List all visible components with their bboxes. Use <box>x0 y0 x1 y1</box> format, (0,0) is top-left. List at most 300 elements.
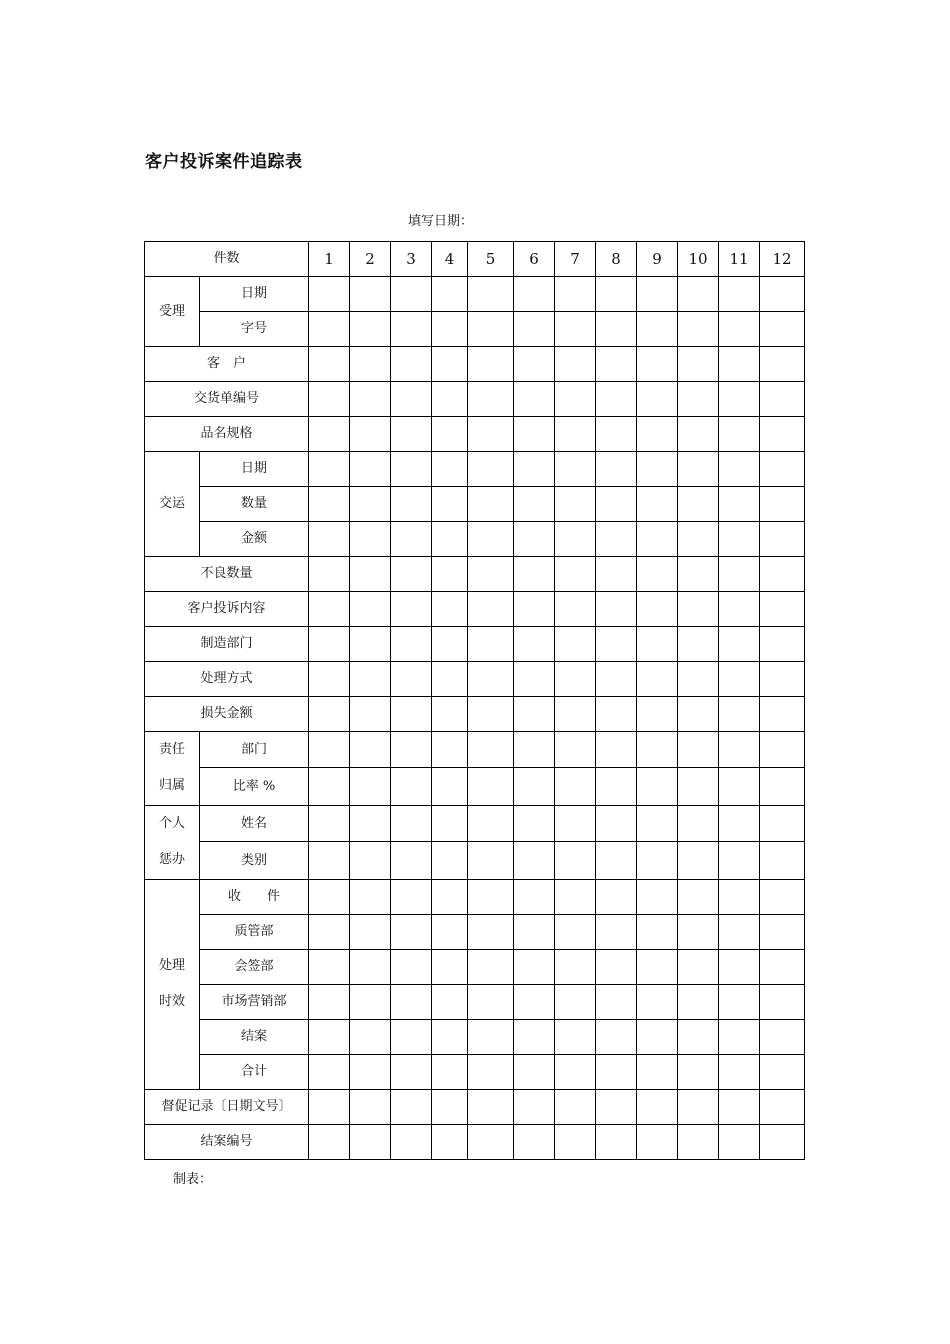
time-qc-cell-6[interactable] <box>514 914 555 949</box>
accept-date-cell-11[interactable] <box>719 277 760 312</box>
handling-method-cell-1[interactable] <box>309 662 350 697</box>
reminder-record-cell-10[interactable] <box>678 1089 719 1124</box>
accept-date-cell-4[interactable] <box>432 277 468 312</box>
resp-dept-cell-11[interactable] <box>719 732 760 768</box>
reminder-record-cell-12[interactable] <box>760 1089 805 1124</box>
customer-cell-10[interactable] <box>678 347 719 382</box>
product-spec-cell-10[interactable] <box>678 417 719 452</box>
time-marketing-cell-4[interactable] <box>432 984 468 1019</box>
customer-cell-8[interactable] <box>596 347 637 382</box>
loss-amount-cell-5[interactable] <box>468 697 514 732</box>
mfg-dept-cell-6[interactable] <box>514 627 555 662</box>
time-qc-cell-3[interactable] <box>391 914 432 949</box>
resp-ratio-cell-9[interactable] <box>637 767 678 805</box>
time-receive-cell-2[interactable] <box>350 879 391 914</box>
time-receive-cell-4[interactable] <box>432 879 468 914</box>
accept-ref-no-cell-11[interactable] <box>719 312 760 347</box>
time-total-cell-2[interactable] <box>350 1054 391 1089</box>
time-marketing-cell-6[interactable] <box>514 984 555 1019</box>
punish-category-cell-4[interactable] <box>432 842 468 879</box>
handling-method-cell-11[interactable] <box>719 662 760 697</box>
time-total-cell-7[interactable] <box>555 1054 596 1089</box>
closing-no-cell-12[interactable] <box>760 1124 805 1159</box>
defect-qty-cell-2[interactable] <box>350 557 391 592</box>
time-qc-cell-11[interactable] <box>719 914 760 949</box>
shipping-qty-cell-5[interactable] <box>468 487 514 522</box>
accept-date-cell-1[interactable] <box>309 277 350 312</box>
handling-method-cell-12[interactable] <box>760 662 805 697</box>
shipping-date-cell-10[interactable] <box>678 452 719 487</box>
complaint-content-cell-5[interactable] <box>468 592 514 627</box>
closing-no-cell-3[interactable] <box>391 1124 432 1159</box>
mfg-dept-cell-1[interactable] <box>309 627 350 662</box>
shipping-date-cell-8[interactable] <box>596 452 637 487</box>
time-total-cell-8[interactable] <box>596 1054 637 1089</box>
time-receive-cell-3[interactable] <box>391 879 432 914</box>
accept-date-cell-6[interactable] <box>514 277 555 312</box>
resp-ratio-cell-8[interactable] <box>596 767 637 805</box>
shipping-date-cell-1[interactable] <box>309 452 350 487</box>
time-total-cell-10[interactable] <box>678 1054 719 1089</box>
resp-dept-cell-12[interactable] <box>760 732 805 768</box>
shipping-amount-cell-10[interactable] <box>678 522 719 557</box>
shipping-amount-cell-2[interactable] <box>350 522 391 557</box>
time-receive-cell-11[interactable] <box>719 879 760 914</box>
accept-date-cell-9[interactable] <box>637 277 678 312</box>
time-total-cell-1[interactable] <box>309 1054 350 1089</box>
shipping-amount-cell-11[interactable] <box>719 522 760 557</box>
punish-name-cell-6[interactable] <box>514 805 555 841</box>
complaint-content-cell-3[interactable] <box>391 592 432 627</box>
time-close-cell-11[interactable] <box>719 1019 760 1054</box>
product-spec-cell-3[interactable] <box>391 417 432 452</box>
time-marketing-cell-1[interactable] <box>309 984 350 1019</box>
handling-method-cell-3[interactable] <box>391 662 432 697</box>
product-spec-cell-9[interactable] <box>637 417 678 452</box>
time-qc-cell-9[interactable] <box>637 914 678 949</box>
time-receive-cell-12[interactable] <box>760 879 805 914</box>
shipping-date-cell-7[interactable] <box>555 452 596 487</box>
defect-qty-cell-1[interactable] <box>309 557 350 592</box>
shipping-amount-cell-5[interactable] <box>468 522 514 557</box>
punish-name-cell-10[interactable] <box>678 805 719 841</box>
reminder-record-cell-4[interactable] <box>432 1089 468 1124</box>
product-spec-cell-2[interactable] <box>350 417 391 452</box>
time-marketing-cell-10[interactable] <box>678 984 719 1019</box>
accept-ref-no-cell-9[interactable] <box>637 312 678 347</box>
time-total-cell-12[interactable] <box>760 1054 805 1089</box>
product-spec-cell-7[interactable] <box>555 417 596 452</box>
defect-qty-cell-8[interactable] <box>596 557 637 592</box>
delivery-no-cell-4[interactable] <box>432 382 468 417</box>
loss-amount-cell-10[interactable] <box>678 697 719 732</box>
customer-cell-9[interactable] <box>637 347 678 382</box>
shipping-qty-cell-2[interactable] <box>350 487 391 522</box>
punish-name-cell-8[interactable] <box>596 805 637 841</box>
shipping-qty-cell-11[interactable] <box>719 487 760 522</box>
resp-ratio-cell-1[interactable] <box>309 767 350 805</box>
customer-cell-3[interactable] <box>391 347 432 382</box>
time-qc-cell-1[interactable] <box>309 914 350 949</box>
time-total-cell-3[interactable] <box>391 1054 432 1089</box>
time-total-cell-4[interactable] <box>432 1054 468 1089</box>
complaint-content-cell-10[interactable] <box>678 592 719 627</box>
complaint-content-cell-8[interactable] <box>596 592 637 627</box>
complaint-content-cell-6[interactable] <box>514 592 555 627</box>
time-close-cell-3[interactable] <box>391 1019 432 1054</box>
delivery-no-cell-3[interactable] <box>391 382 432 417</box>
time-qc-cell-8[interactable] <box>596 914 637 949</box>
accept-ref-no-cell-3[interactable] <box>391 312 432 347</box>
complaint-content-cell-2[interactable] <box>350 592 391 627</box>
punish-name-cell-2[interactable] <box>350 805 391 841</box>
time-receive-cell-9[interactable] <box>637 879 678 914</box>
loss-amount-cell-11[interactable] <box>719 697 760 732</box>
closing-no-cell-4[interactable] <box>432 1124 468 1159</box>
customer-cell-7[interactable] <box>555 347 596 382</box>
complaint-content-cell-11[interactable] <box>719 592 760 627</box>
complaint-content-cell-4[interactable] <box>432 592 468 627</box>
time-countersign-cell-7[interactable] <box>555 949 596 984</box>
resp-dept-cell-7[interactable] <box>555 732 596 768</box>
punish-category-cell-11[interactable] <box>719 842 760 879</box>
closing-no-cell-1[interactable] <box>309 1124 350 1159</box>
time-countersign-cell-6[interactable] <box>514 949 555 984</box>
resp-dept-cell-8[interactable] <box>596 732 637 768</box>
handling-method-cell-5[interactable] <box>468 662 514 697</box>
reminder-record-cell-5[interactable] <box>468 1089 514 1124</box>
time-receive-cell-1[interactable] <box>309 879 350 914</box>
resp-ratio-cell-5[interactable] <box>468 767 514 805</box>
delivery-no-cell-11[interactable] <box>719 382 760 417</box>
shipping-date-cell-6[interactable] <box>514 452 555 487</box>
time-marketing-cell-2[interactable] <box>350 984 391 1019</box>
time-qc-cell-5[interactable] <box>468 914 514 949</box>
time-countersign-cell-4[interactable] <box>432 949 468 984</box>
time-countersign-cell-5[interactable] <box>468 949 514 984</box>
punish-name-cell-4[interactable] <box>432 805 468 841</box>
time-close-cell-2[interactable] <box>350 1019 391 1054</box>
punish-category-cell-12[interactable] <box>760 842 805 879</box>
resp-ratio-cell-3[interactable] <box>391 767 432 805</box>
defect-qty-cell-5[interactable] <box>468 557 514 592</box>
complaint-content-cell-12[interactable] <box>760 592 805 627</box>
delivery-no-cell-2[interactable] <box>350 382 391 417</box>
customer-cell-2[interactable] <box>350 347 391 382</box>
accept-ref-no-cell-5[interactable] <box>468 312 514 347</box>
loss-amount-cell-4[interactable] <box>432 697 468 732</box>
complaint-content-cell-9[interactable] <box>637 592 678 627</box>
resp-dept-cell-10[interactable] <box>678 732 719 768</box>
accept-ref-no-cell-10[interactable] <box>678 312 719 347</box>
mfg-dept-cell-12[interactable] <box>760 627 805 662</box>
product-spec-cell-1[interactable] <box>309 417 350 452</box>
reminder-record-cell-11[interactable] <box>719 1089 760 1124</box>
reminder-record-cell-7[interactable] <box>555 1089 596 1124</box>
time-receive-cell-5[interactable] <box>468 879 514 914</box>
shipping-qty-cell-7[interactable] <box>555 487 596 522</box>
time-countersign-cell-1[interactable] <box>309 949 350 984</box>
defect-qty-cell-11[interactable] <box>719 557 760 592</box>
mfg-dept-cell-7[interactable] <box>555 627 596 662</box>
shipping-qty-cell-12[interactable] <box>760 487 805 522</box>
accept-date-cell-10[interactable] <box>678 277 719 312</box>
shipping-amount-cell-1[interactable] <box>309 522 350 557</box>
defect-qty-cell-7[interactable] <box>555 557 596 592</box>
time-countersign-cell-8[interactable] <box>596 949 637 984</box>
defect-qty-cell-6[interactable] <box>514 557 555 592</box>
time-countersign-cell-12[interactable] <box>760 949 805 984</box>
punish-category-cell-9[interactable] <box>637 842 678 879</box>
shipping-date-cell-2[interactable] <box>350 452 391 487</box>
mfg-dept-cell-8[interactable] <box>596 627 637 662</box>
accept-date-cell-8[interactable] <box>596 277 637 312</box>
defect-qty-cell-10[interactable] <box>678 557 719 592</box>
product-spec-cell-6[interactable] <box>514 417 555 452</box>
shipping-date-cell-4[interactable] <box>432 452 468 487</box>
shipping-date-cell-11[interactable] <box>719 452 760 487</box>
handling-method-cell-2[interactable] <box>350 662 391 697</box>
punish-name-cell-1[interactable] <box>309 805 350 841</box>
handling-method-cell-7[interactable] <box>555 662 596 697</box>
accept-date-cell-12[interactable] <box>760 277 805 312</box>
punish-name-cell-7[interactable] <box>555 805 596 841</box>
accept-ref-no-cell-12[interactable] <box>760 312 805 347</box>
shipping-qty-cell-8[interactable] <box>596 487 637 522</box>
punish-category-cell-2[interactable] <box>350 842 391 879</box>
resp-dept-cell-3[interactable] <box>391 732 432 768</box>
shipping-date-cell-5[interactable] <box>468 452 514 487</box>
time-close-cell-9[interactable] <box>637 1019 678 1054</box>
time-close-cell-4[interactable] <box>432 1019 468 1054</box>
defect-qty-cell-12[interactable] <box>760 557 805 592</box>
shipping-qty-cell-10[interactable] <box>678 487 719 522</box>
resp-dept-cell-6[interactable] <box>514 732 555 768</box>
accept-ref-no-cell-2[interactable] <box>350 312 391 347</box>
time-countersign-cell-11[interactable] <box>719 949 760 984</box>
accept-date-cell-5[interactable] <box>468 277 514 312</box>
punish-name-cell-11[interactable] <box>719 805 760 841</box>
resp-dept-cell-5[interactable] <box>468 732 514 768</box>
loss-amount-cell-2[interactable] <box>350 697 391 732</box>
time-countersign-cell-3[interactable] <box>391 949 432 984</box>
delivery-no-cell-9[interactable] <box>637 382 678 417</box>
shipping-date-cell-12[interactable] <box>760 452 805 487</box>
time-receive-cell-6[interactable] <box>514 879 555 914</box>
customer-cell-4[interactable] <box>432 347 468 382</box>
resp-ratio-cell-10[interactable] <box>678 767 719 805</box>
reminder-record-cell-6[interactable] <box>514 1089 555 1124</box>
time-qc-cell-12[interactable] <box>760 914 805 949</box>
closing-no-cell-9[interactable] <box>637 1124 678 1159</box>
handling-method-cell-6[interactable] <box>514 662 555 697</box>
product-spec-cell-11[interactable] <box>719 417 760 452</box>
mfg-dept-cell-10[interactable] <box>678 627 719 662</box>
loss-amount-cell-12[interactable] <box>760 697 805 732</box>
delivery-no-cell-7[interactable] <box>555 382 596 417</box>
punish-name-cell-9[interactable] <box>637 805 678 841</box>
customer-cell-6[interactable] <box>514 347 555 382</box>
product-spec-cell-4[interactable] <box>432 417 468 452</box>
reminder-record-cell-1[interactable] <box>309 1089 350 1124</box>
mfg-dept-cell-9[interactable] <box>637 627 678 662</box>
closing-no-cell-2[interactable] <box>350 1124 391 1159</box>
time-close-cell-1[interactable] <box>309 1019 350 1054</box>
defect-qty-cell-9[interactable] <box>637 557 678 592</box>
delivery-no-cell-12[interactable] <box>760 382 805 417</box>
resp-ratio-cell-4[interactable] <box>432 767 468 805</box>
closing-no-cell-6[interactable] <box>514 1124 555 1159</box>
time-countersign-cell-9[interactable] <box>637 949 678 984</box>
reminder-record-cell-2[interactable] <box>350 1089 391 1124</box>
loss-amount-cell-6[interactable] <box>514 697 555 732</box>
accept-ref-no-cell-4[interactable] <box>432 312 468 347</box>
defect-qty-cell-4[interactable] <box>432 557 468 592</box>
time-receive-cell-7[interactable] <box>555 879 596 914</box>
punish-category-cell-3[interactable] <box>391 842 432 879</box>
delivery-no-cell-10[interactable] <box>678 382 719 417</box>
accept-ref-no-cell-7[interactable] <box>555 312 596 347</box>
customer-cell-5[interactable] <box>468 347 514 382</box>
mfg-dept-cell-3[interactable] <box>391 627 432 662</box>
punish-name-cell-12[interactable] <box>760 805 805 841</box>
time-close-cell-7[interactable] <box>555 1019 596 1054</box>
handling-method-cell-8[interactable] <box>596 662 637 697</box>
loss-amount-cell-3[interactable] <box>391 697 432 732</box>
punish-category-cell-7[interactable] <box>555 842 596 879</box>
time-marketing-cell-11[interactable] <box>719 984 760 1019</box>
time-receive-cell-10[interactable] <box>678 879 719 914</box>
product-spec-cell-12[interactable] <box>760 417 805 452</box>
shipping-qty-cell-4[interactable] <box>432 487 468 522</box>
shipping-date-cell-9[interactable] <box>637 452 678 487</box>
reminder-record-cell-8[interactable] <box>596 1089 637 1124</box>
punish-category-cell-8[interactable] <box>596 842 637 879</box>
time-qc-cell-10[interactable] <box>678 914 719 949</box>
shipping-amount-cell-7[interactable] <box>555 522 596 557</box>
loss-amount-cell-9[interactable] <box>637 697 678 732</box>
loss-amount-cell-1[interactable] <box>309 697 350 732</box>
resp-ratio-cell-2[interactable] <box>350 767 391 805</box>
closing-no-cell-8[interactable] <box>596 1124 637 1159</box>
accept-date-cell-2[interactable] <box>350 277 391 312</box>
time-marketing-cell-5[interactable] <box>468 984 514 1019</box>
defect-qty-cell-3[interactable] <box>391 557 432 592</box>
complaint-content-cell-7[interactable] <box>555 592 596 627</box>
time-total-cell-11[interactable] <box>719 1054 760 1089</box>
product-spec-cell-8[interactable] <box>596 417 637 452</box>
time-marketing-cell-9[interactable] <box>637 984 678 1019</box>
handling-method-cell-10[interactable] <box>678 662 719 697</box>
time-marketing-cell-7[interactable] <box>555 984 596 1019</box>
time-close-cell-10[interactable] <box>678 1019 719 1054</box>
shipping-qty-cell-1[interactable] <box>309 487 350 522</box>
customer-cell-12[interactable] <box>760 347 805 382</box>
time-marketing-cell-3[interactable] <box>391 984 432 1019</box>
time-marketing-cell-8[interactable] <box>596 984 637 1019</box>
reminder-record-cell-3[interactable] <box>391 1089 432 1124</box>
shipping-amount-cell-6[interactable] <box>514 522 555 557</box>
time-total-cell-6[interactable] <box>514 1054 555 1089</box>
accept-ref-no-cell-6[interactable] <box>514 312 555 347</box>
time-close-cell-6[interactable] <box>514 1019 555 1054</box>
time-close-cell-5[interactable] <box>468 1019 514 1054</box>
accept-ref-no-cell-1[interactable] <box>309 312 350 347</box>
time-qc-cell-2[interactable] <box>350 914 391 949</box>
closing-no-cell-5[interactable] <box>468 1124 514 1159</box>
punish-category-cell-6[interactable] <box>514 842 555 879</box>
closing-no-cell-10[interactable] <box>678 1124 719 1159</box>
time-countersign-cell-2[interactable] <box>350 949 391 984</box>
accept-date-cell-7[interactable] <box>555 277 596 312</box>
customer-cell-11[interactable] <box>719 347 760 382</box>
punish-category-cell-1[interactable] <box>309 842 350 879</box>
time-close-cell-8[interactable] <box>596 1019 637 1054</box>
product-spec-cell-5[interactable] <box>468 417 514 452</box>
punish-name-cell-3[interactable] <box>391 805 432 841</box>
loss-amount-cell-7[interactable] <box>555 697 596 732</box>
shipping-amount-cell-12[interactable] <box>760 522 805 557</box>
punish-name-cell-5[interactable] <box>468 805 514 841</box>
complaint-content-cell-1[interactable] <box>309 592 350 627</box>
accept-ref-no-cell-8[interactable] <box>596 312 637 347</box>
shipping-amount-cell-9[interactable] <box>637 522 678 557</box>
resp-dept-cell-4[interactable] <box>432 732 468 768</box>
shipping-date-cell-3[interactable] <box>391 452 432 487</box>
time-receive-cell-8[interactable] <box>596 879 637 914</box>
closing-no-cell-11[interactable] <box>719 1124 760 1159</box>
shipping-amount-cell-8[interactable] <box>596 522 637 557</box>
delivery-no-cell-5[interactable] <box>468 382 514 417</box>
time-total-cell-5[interactable] <box>468 1054 514 1089</box>
time-close-cell-12[interactable] <box>760 1019 805 1054</box>
time-qc-cell-4[interactable] <box>432 914 468 949</box>
delivery-no-cell-8[interactable] <box>596 382 637 417</box>
resp-ratio-cell-11[interactable] <box>719 767 760 805</box>
loss-amount-cell-8[interactable] <box>596 697 637 732</box>
shipping-qty-cell-6[interactable] <box>514 487 555 522</box>
time-qc-cell-7[interactable] <box>555 914 596 949</box>
time-marketing-cell-12[interactable] <box>760 984 805 1019</box>
mfg-dept-cell-5[interactable] <box>468 627 514 662</box>
shipping-amount-cell-4[interactable] <box>432 522 468 557</box>
resp-ratio-cell-12[interactable] <box>760 767 805 805</box>
handling-method-cell-9[interactable] <box>637 662 678 697</box>
customer-cell-1[interactable] <box>309 347 350 382</box>
shipping-amount-cell-3[interactable] <box>391 522 432 557</box>
resp-dept-cell-2[interactable] <box>350 732 391 768</box>
resp-ratio-cell-6[interactable] <box>514 767 555 805</box>
time-total-cell-9[interactable] <box>637 1054 678 1089</box>
accept-date-cell-3[interactable] <box>391 277 432 312</box>
reminder-record-cell-9[interactable] <box>637 1089 678 1124</box>
mfg-dept-cell-2[interactable] <box>350 627 391 662</box>
mfg-dept-cell-11[interactable] <box>719 627 760 662</box>
time-countersign-cell-10[interactable] <box>678 949 719 984</box>
delivery-no-cell-1[interactable] <box>309 382 350 417</box>
shipping-qty-cell-9[interactable] <box>637 487 678 522</box>
shipping-qty-cell-3[interactable] <box>391 487 432 522</box>
resp-ratio-cell-7[interactable] <box>555 767 596 805</box>
resp-dept-cell-1[interactable] <box>309 732 350 768</box>
resp-dept-cell-9[interactable] <box>637 732 678 768</box>
closing-no-cell-7[interactable] <box>555 1124 596 1159</box>
punish-category-cell-10[interactable] <box>678 842 719 879</box>
punish-category-cell-5[interactable] <box>468 842 514 879</box>
mfg-dept-cell-4[interactable] <box>432 627 468 662</box>
delivery-no-cell-6[interactable] <box>514 382 555 417</box>
handling-method-cell-4[interactable] <box>432 662 468 697</box>
